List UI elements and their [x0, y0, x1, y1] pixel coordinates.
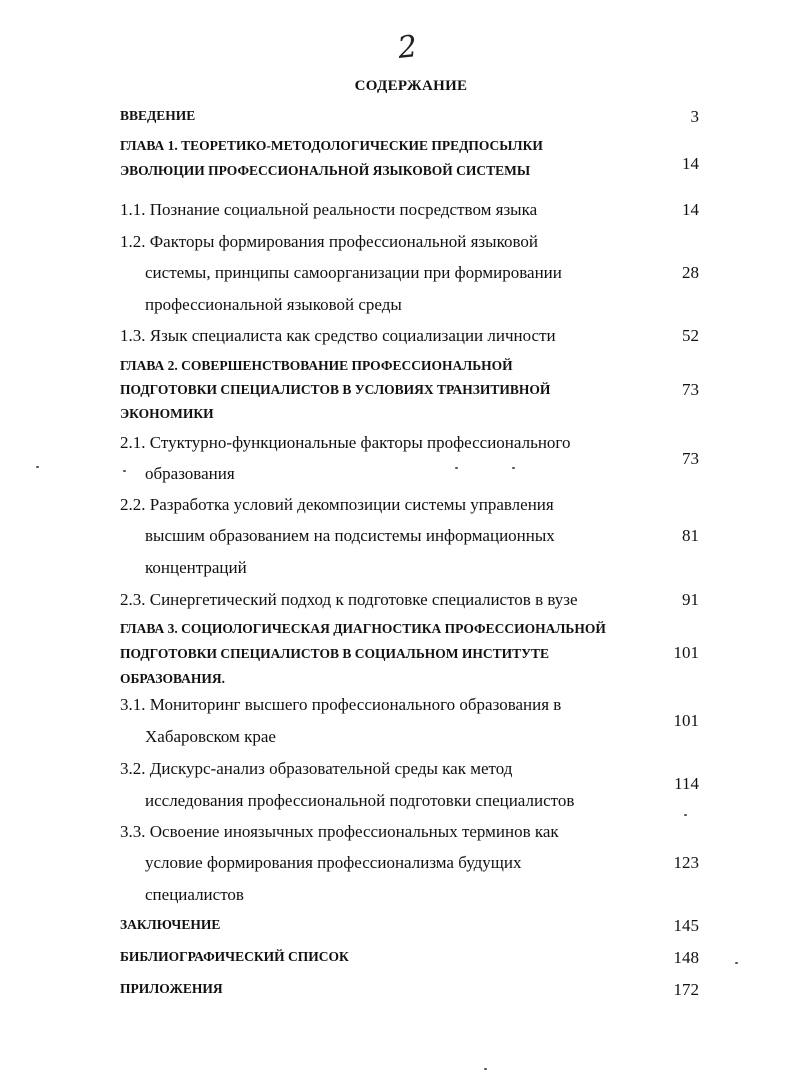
toc-entry-line: ПОДГОТОВКИ СПЕЦИАЛИСТОВ В СОЦИАЛЬНОМ ИНСТИТУТЕ — [120, 646, 550, 661]
toc-entry-line: профессиональной языковой среды — [145, 295, 402, 314]
toc-entry-page: 145 — [673, 916, 699, 935]
toc-entry-line: условие формирования профессионализма будущих — [145, 853, 522, 872]
toc-entry-line: 3.2. Дискурс-анализ образовательной среды как метод — [120, 759, 513, 778]
scan-speck — [484, 1068, 487, 1070]
toc-entry-line: ОБРАЗОВАНИЯ. — [120, 671, 226, 686]
scan-speck — [123, 470, 126, 472]
toc-entry-line: ЗАКЛЮЧЕНИЕ — [120, 917, 221, 932]
toc-entry-section-3-2 — [0, 759, 795, 815]
toc-entry-line: ГЛАВА 2. СОВЕРШЕНСТВОВАНИЕ ПРОФЕССИОНАЛЬНОЙ — [120, 358, 513, 373]
toc-entry-line: концентраций — [145, 558, 247, 577]
toc-entry-line: ЭКОНОМИКИ — [120, 406, 214, 421]
toc-entry-page: 123 — [673, 853, 699, 872]
scan-speck — [36, 466, 39, 468]
toc-entry-line: 2.2. Разработка условий декомпозиции системы управления — [120, 495, 554, 514]
scan-speck — [455, 467, 458, 469]
toc-entry-line: высшим образованием на подсистемы информационных — [145, 526, 555, 545]
toc-entry-line: Хабаровском крае — [145, 727, 276, 746]
toc-entry-chapter-1 — [0, 138, 795, 184]
handwritten-page-number: 2 — [396, 29, 419, 66]
toc-entry-line: системы, принципы самоорганизации при формировании — [145, 263, 562, 282]
toc-entry-page: 52 — [682, 326, 699, 345]
toc-entry-section-1-3 — [0, 326, 795, 350]
toc-entry-appendices — [0, 981, 795, 1003]
scan-speck — [512, 467, 515, 469]
toc-entry-line: ВВЕДЕНИЕ — [120, 108, 196, 123]
toc-entry-page: 73 — [682, 449, 699, 468]
toc-entry-page: 148 — [673, 948, 699, 967]
toc-entry-bibliography — [0, 949, 795, 971]
toc-entry-line: 1.1. Познание социальной реальности посредством языка — [120, 200, 538, 219]
toc-entry-line: образования — [145, 464, 235, 483]
toc-entry-section-1-2 — [0, 232, 795, 320]
scan-speck — [735, 962, 738, 964]
toc-entry-page: 28 — [682, 263, 699, 282]
toc-entry-page: 73 — [682, 380, 699, 399]
toc-entry-page: 101 — [673, 643, 699, 662]
toc-entry-line: 1.2. Факторы формирования профессиональной языковой — [120, 232, 538, 251]
toc-entry-line: ПРИЛОЖЕНИЯ — [120, 981, 223, 996]
toc-entry-section-3-3 — [0, 822, 795, 910]
toc-entry-section-3-1 — [0, 695, 795, 751]
toc-entry-line: 3.3. Освоение иноязычных профессиональных терминов как — [120, 822, 559, 841]
toc-entry-line: исследования профессиональной подготовки специалистов — [145, 791, 575, 810]
toc-entry-line: ГЛАВА 1. ТЕОРЕТИКО-МЕТОДОЛОГИЧЕСКИЕ ПРЕДПОСЫЛКИ — [120, 138, 543, 153]
scan-speck — [684, 814, 687, 816]
toc-entry-page: 114 — [674, 774, 699, 793]
toc-entry-line: БИБЛИОГРАФИЧЕСКИЙ СПИСОК — [120, 949, 349, 964]
toc-entry-page: 172 — [673, 980, 699, 999]
toc-entry-line: 2.3. Синергетический подход к подготовке специалистов в вузе — [120, 590, 578, 609]
toc-entry-line: специалистов — [145, 885, 244, 904]
toc-entry-page: 81 — [682, 526, 699, 545]
toc-entry-chapter-3 — [0, 621, 795, 691]
toc-entry-page: 3 — [690, 107, 699, 126]
toc-entry-line: 1.3. Язык специалиста как средство социализации личности — [120, 326, 556, 345]
toc-entry-line: 3.1. Мониторинг высшего профессионального образования в — [120, 695, 562, 714]
toc-entry-page: 14 — [682, 154, 699, 173]
toc-entry-page: 91 — [682, 590, 699, 609]
toc-entry-conclusion — [0, 917, 795, 939]
toc-entry-section-2-2 — [0, 495, 795, 583]
toc-entry-line: ЭВОЛЮЦИИ ПРОФЕССИОНАЛЬНОЙ ЯЗЫКОВОЙ СИСТЕМЫ — [120, 163, 531, 178]
toc-entry-page: 14 — [682, 200, 699, 219]
toc-entry-line: ГЛАВА 3. СОЦИОЛОГИЧЕСКАЯ ДИАГНОСТИКА ПРОФЕССИОНАЛЬНОЙ — [120, 621, 606, 636]
toc-entry-introduction — [0, 108, 795, 128]
toc-entry-page: 101 — [673, 711, 699, 730]
toc-entry-section-1-1 — [0, 200, 795, 224]
toc-entry-line: 2.1. Стуктурно-функциональные факторы профессионального — [120, 433, 571, 452]
toc-entry-section-2-3 — [0, 590, 795, 614]
toc-title: СОДЕРЖАНИЕ — [354, 78, 468, 94]
toc-entry-chapter-2 — [0, 358, 795, 428]
toc-entry-line: ПОДГОТОВКИ СПЕЦИАЛИСТОВ В УСЛОВИЯХ ТРАНЗИТИВНОЙ — [120, 382, 551, 397]
toc-entry-section-2-1 — [0, 433, 795, 489]
